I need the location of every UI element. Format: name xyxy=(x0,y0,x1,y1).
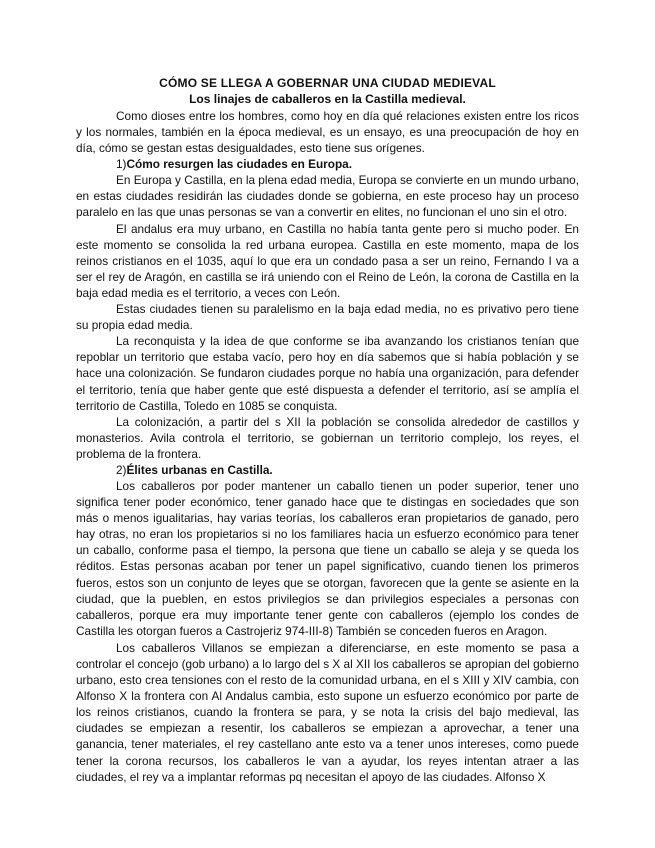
document-title: CÓMO SE LLEGA A GOBERNAR UNA CIUDAD MEDIEVAL xyxy=(159,76,496,90)
document-subtitle: Los linajes de caballeros en la Castilla medieval. xyxy=(189,92,466,106)
intro-paragraph: Como dioses entre los hombres, como hoy en día qué relaciones existen entre los ricos y los normales, también en la época medieval, es un ensayo, es una preocupación de hoy en día, cómo se gestan estas desigualdades, esto tiene sus orígenes. xyxy=(76,109,579,156)
paragraph: En Europa y Castilla, en la plena edad media, Europa se convierte en un mundo urbano, en estas ciudades residirán las ciudades donde se gobierna, en este proceso hay un proceso paralelo en las que unas personas se van a convertir en elites, no funcionan el uno sin el otro. xyxy=(76,173,579,220)
section-heading-1 xyxy=(76,156,579,172)
section-title-2: Élites urbanas en Castilla. xyxy=(126,462,273,477)
section-number-2: 2) xyxy=(116,462,127,477)
section-number-1: 1) xyxy=(116,157,127,172)
paragraph: Los caballeros por poder mantener un caballo tienen un poder superior, tener uno significa tener poder económico, tener ganado hace que te distingas en sociedades que son más o menos igualitarias, hay varias teorías, los caballeros eran propietarios de ganado, pero hay otras, no eran los propietarios si no los familiares hacia un esfuerzo económico para tener un caballo, conforme pasa el tiempo, la persona que tiene un caballo se aleja y se queda los réditos. Estas personas acaban por tener un papel significativo, cuando tienen los primeros fueros, estos son un conjunto de leyes que se otorgan, favorecen que la gente se asiente en la ciudad, que la pueblen, en estos privilegios se dan privilegios especiales a personas con caballeros, porque era muy importante tener gente con caballeros (ejemplo los condes de Castilla les otorgan fueros a Castrojeriz 974-III-8) También se conceden fueros en Aragon. xyxy=(76,478,579,638)
paragraph: El andalus era muy urbano, en Castilla no había tanta gente pero si mucho poder. En este momento se consolida la red urbana europea. Castilla en este momento, mapa de los reinos cristianos en el 1035, aquí lo que era un condado pasa a ser un reino, Fernando I va a ser el rey de Aragón, en castilla se irá uniendo con el Reino de León, la corona de Castilla en la baja edad media es el territorio, a veces con León. xyxy=(76,221,579,300)
paragraph: Estas ciudades tienen su paralelismo en la baja edad media, no es privativo pero tiene su propia edad media. xyxy=(76,302,579,333)
paragraph: La colonización, a partir del s XII la población se consolida alrededor de castillos y monasterios. Avila controla el territorio, se gobiernan un territorio complejo, los reyes, el problema de la frontera. xyxy=(76,414,579,461)
section-title-1: Cómo resurgen las ciudades en Europa. xyxy=(126,157,353,172)
section-heading-2 xyxy=(76,462,579,478)
paragraph: La reconquista y la idea de que conforme se iba avanzando los cristianos tenían que repoblar un territorio que estaba vacío, pero hoy en día sabemos que si había población y se hace una colonización. Se fundaron ciudades porque no había una organización, para defender el territorio, tenía que haber gente que esté dispuesta a defender el territorio, así se amplía el territorio de Castilla, Toledo en 1085 se conquista. xyxy=(76,334,579,413)
paragraph: Los caballeros Villanos se empiezan a diferenciarse, en este momento se pasa a controlar el concejo (gob urbano) a lo largo del s X al XII los caballeros se apropian del gobierno urbano, esto crea tensiones con el resto de la comunidad urbana, en el s XIII y XIV cambia, con Alfonso X la frontera con Al Andalus cambia, esto supone un esfuerzo económico por parte de los reinos cristianos, cuando la frontera se para, y se nota la crisis del bajo medieval, las ciudades se empiezan a resentir, los caballeros se empiezan a aprovechar, a tener una ganancia, tener materiales, el rey castellano ante esto va a tener unos intereses, como puede tener la corona recursos, los caballeros le van a ayudar, los reyes intentan atraer a las ciudades, el rey va a implantar reformas pq necesitan el apoyo de las ciudades. Alfonso X xyxy=(76,640,579,784)
